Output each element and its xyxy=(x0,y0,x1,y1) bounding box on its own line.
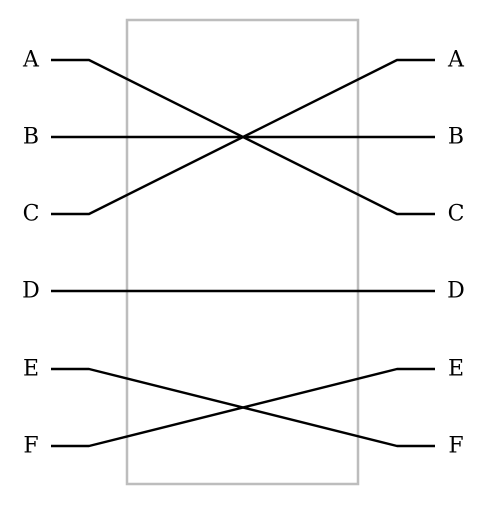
left-label-column xyxy=(22,48,40,459)
switch-box xyxy=(127,20,358,484)
right-label-column xyxy=(447,48,465,459)
right-label-b: B xyxy=(447,124,465,150)
right-label-e: E xyxy=(447,356,465,382)
left-label-a: A xyxy=(23,47,39,73)
right-label-c: C xyxy=(447,201,465,227)
left-label-c: C xyxy=(22,201,40,227)
right-label-f: F xyxy=(448,433,464,459)
wire-group xyxy=(51,60,435,446)
right-label-d: D xyxy=(447,278,465,304)
left-label-b: B xyxy=(22,124,40,150)
left-label-e: E xyxy=(22,356,40,382)
left-label-d: D xyxy=(22,278,40,304)
left-label-f: F xyxy=(23,433,39,459)
wire-f xyxy=(51,369,435,446)
right-label-a: A xyxy=(448,47,464,73)
